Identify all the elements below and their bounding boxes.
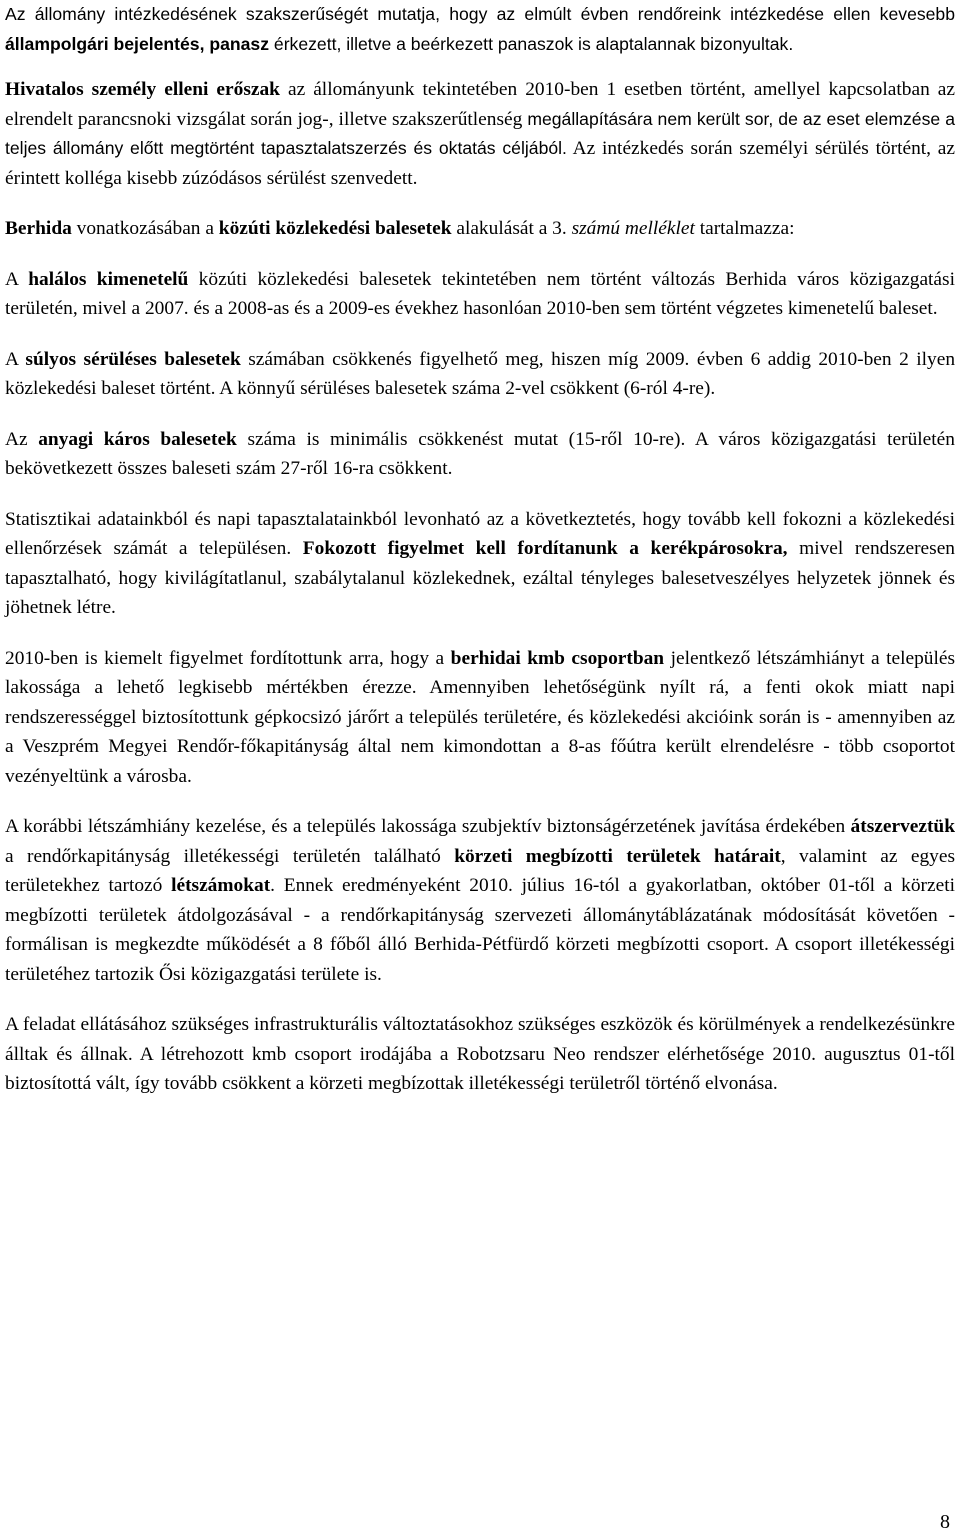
text-run: a rendőrkapitányság illetékességi területén található: [5, 845, 455, 867]
text-run: A korábbi létszámhiány kezelése, és a település lakossága szubjektív biztonságérzetének javítása érdekében: [5, 816, 851, 837]
text-run: Az intézkedés során személyi sérülés történt, az érintett kolléga kisebb zúzódásos sérülést szenvedett.: [5, 138, 955, 189]
bold-phrase: létszámokat: [171, 875, 271, 896]
bold-phrase: berhidai kmb csoportban: [450, 647, 665, 669]
text-run: . Ennek eredményeként 2010. július 16-tól a gyakorlatban, október 01-től a körzeti megbízotti területek átdolgozásával - a rendőrkapitányság szervezeti állománytáblázatának módosítását követően - formálisan is megkezdte működését a 8 főből álló Berhida-Pétfürdő körzeti megbízotti csoport. A csoport illetékességi területéhez tartozik Ősi közigazgatási területe is.: [5, 875, 955, 985]
text-run: , valamint az egyes területekhez tartozó: [5, 845, 955, 896]
paragraph-fatal-accidents: [5, 265, 955, 324]
paragraph-serious-injury-accidents: [5, 345, 955, 404]
page-number: 8: [940, 1511, 950, 1533]
text-run: száma is minimális csökkenést mutat (15-ről 10-re). A város közigazgatási területén bekövetkezett összes baleseti szám 27-ről 16-ra csökkent.: [5, 428, 955, 479]
bold-phrase: állampolgári bejelentés, panasz: [5, 33, 270, 54]
paragraph-violence-against-official: [5, 75, 955, 193]
paragraph-statistics-conclusion: [5, 505, 955, 623]
paragraph-property-damage-accidents: [5, 425, 955, 484]
bold-phrase: Fokozott figyelmet kell fordítanunk a kerékpárosokra,: [302, 538, 788, 559]
bold-phrase: körzeti megbízotti területek határait: [454, 845, 781, 867]
text-run: megállapítására nem került sor, de az eset elemzése a teljes állomány előtt megtörtént tapasztalatszerzés és oktatás céljából.: [5, 108, 955, 158]
text-run: mivel rendszeresen tapasztalható, hogy kivilágítatlanul, szabálytalanul közlekednek, ezáltal tényleges balesetveszélyes helyzetek jönnek és jöhetnek létre.: [5, 538, 956, 618]
paragraph-kmb-group-staffing: [5, 644, 955, 792]
bold-phrase: átszerveztük: [850, 816, 955, 837]
text-run: jelentkező létszámhiányt a település lakossága a lehető legkisebb mértékben érezze. Amennyiben lehetőségünk nyílt rá, a fenti okok miatt napi rendszerességgel biztosítottunk gépkocsizó járőrt a település területére, és közlekedési akcióink során is - amennyiben az a Veszprém Megyei Rendőr-főkapitányság által nem kimondottan a 8-as főútra került elrendelésre - több csoportot vezényeltünk a városba.: [5, 647, 955, 787]
text-run: A feladat ellátásához szükséges infrastrukturális változtatásokhoz szükséges eszközök és körülmények a rendelkezésünkre álltak és állnak. A létrehozott kmb csoport irodájába a Robotzsaru Neo rendszer elérhetősége 2010. augusztus 01-től biztosítottá vált, így tovább csökkent a körzeti megbízottak illetékességi területről történő elvonása.: [5, 1014, 955, 1094]
italic-phrase: számú melléklet: [571, 218, 695, 239]
bold-phrase: közúti közlekedési balesetek: [218, 218, 452, 239]
text-run: tartalmazza:: [694, 218, 795, 239]
text-run: vonatkozásában a: [71, 218, 219, 239]
document-page: [5, 0, 955, 1120]
text-run: számában csökkenés figyelhető meg, hiszen míg 2009. évben 6 addig 2010-ben 2 ilyen közlekedési baleset történt. A könnyű sérüléses balesetek száma 2-vel csökkent (6-ról 4-re).: [5, 348, 956, 399]
text-run: 2010-ben is kiemelt figyelmet fordítottunk arra, hogy a: [5, 647, 451, 669]
paragraph-reorganization: [5, 812, 955, 989]
paragraph-infrastructure: [5, 1010, 955, 1099]
bold-phrase: anyagi káros balesetek: [38, 428, 237, 450]
paragraph-complaints: [5, 0, 955, 59]
text-run: A: [5, 268, 29, 290]
text-run: A: [5, 348, 26, 370]
bold-phrase: halálos kimenetelű: [28, 268, 189, 290]
bold-phrase: Hivatalos személy elleni erőszak: [5, 79, 280, 100]
bold-phrase: súlyos sérüléses balesetek: [25, 348, 241, 370]
text-run: Az állomány intézkedésének szakszerűségét mutatja, hogy az elmúlt évben rendőreink intézkedése ellen kevesebb: [5, 4, 955, 24]
paragraph-berhida-accidents-intro: [5, 214, 955, 244]
text-run: érkezett, illetve a beérkezett panaszok is alaptalannak bizonyultak.: [269, 33, 794, 54]
text-run: Statisztikai adatainkból és napi tapasztalatainkból levonható az a következtetés, hogy tovább kell fokozni a közlekedési ellenőrzések számát a településen.: [5, 508, 955, 559]
text-run: alakulását a 3.: [451, 218, 572, 239]
text-run: közúti közlekedési balesetek tekintetében nem történt változás Berhida város közigazgatási területén, mivel a 2007. és a 2008-as és a 2009-es évekhez hasonlóan 2010-ben sem történt végzetes kimenetelű baleset.: [5, 268, 955, 319]
text-run: az állományunk tekintetében 2010-ben 1 esetben történt, amellyel kapcsolatban az elrendelt parancsnoki vizsgálat során jog-, illetve szakszerűtlenség: [5, 79, 955, 130]
text-run: Az: [5, 428, 39, 450]
bold-phrase: Berhida: [5, 218, 72, 239]
